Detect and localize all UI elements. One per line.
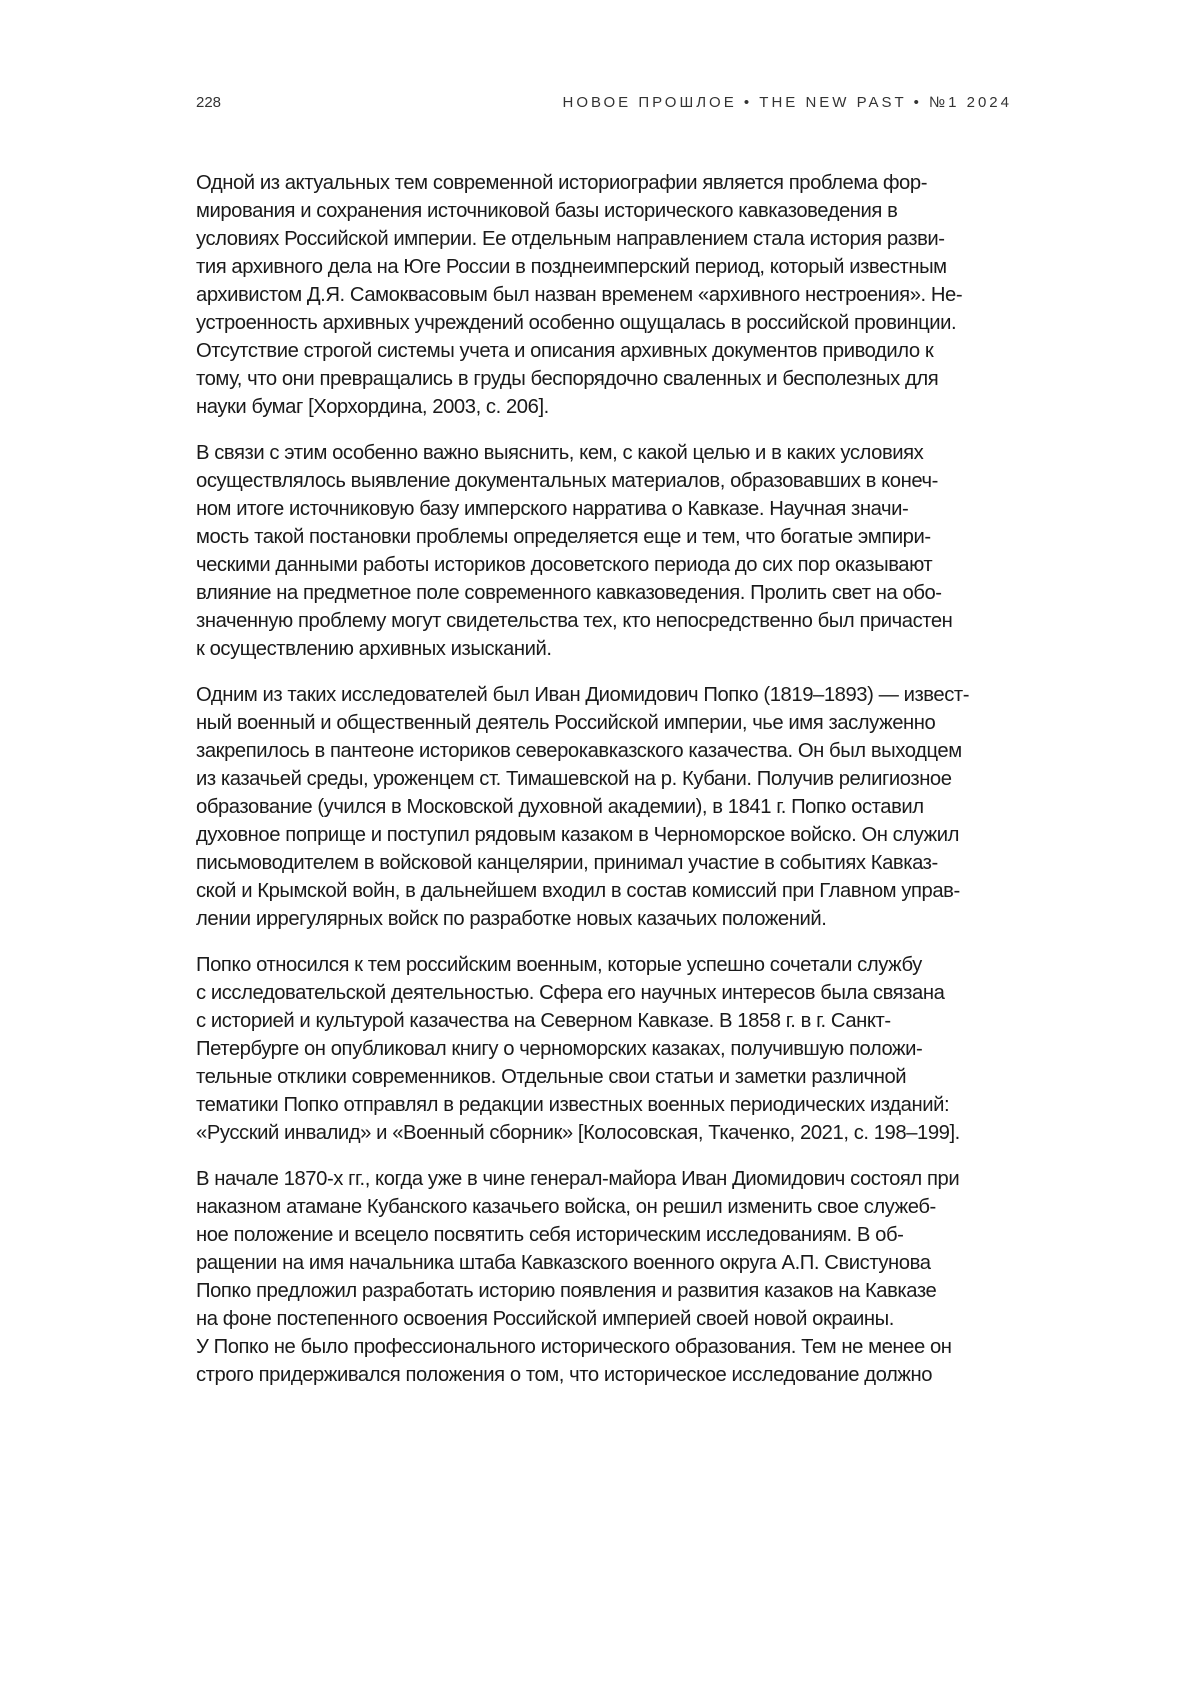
text-line: Одним из таких исследователей был Иван Диомидович Попко (1819–1893) — извест- — [196, 681, 1016, 709]
text-line: ное положение и всецело посвятить себя историческим исследованиям. В об- — [196, 1221, 1016, 1249]
text-line: строго придерживался положения о том, что историческое исследование должно — [196, 1361, 1016, 1389]
text-line: из казачьей среды, уроженцем ст. Тимашевской на р. Кубани. Получив религиозное — [196, 765, 1016, 793]
text-line: осуществлялось выявление документальных материалов, образовавших в конеч- — [196, 467, 1016, 495]
text-line: ческими данными работы историков досоветского периода до сих пор оказывают — [196, 551, 1016, 579]
page-number: 228 — [196, 94, 221, 111]
text-line: значенную проблему могут свидетельства тех, кто непосредственно был причастен — [196, 607, 1016, 635]
text-line: архивистом Д.Я. Самоквасовым был назван временем «архивного нестроения». Не- — [196, 281, 1016, 309]
text-line: Попко относился к тем российским военным, которые успешно сочетали службу — [196, 951, 1016, 979]
text-line: ный военный и общественный деятель Российской империи, чье имя заслуженно — [196, 709, 1016, 737]
paragraph — [196, 439, 1026, 663]
text-line: тематики Попко отправлял в редакции известных военных периодических изданий: — [196, 1091, 1016, 1119]
text-line: мость такой постановки проблемы определяется еще и тем, что богатые эмпири- — [196, 523, 1016, 551]
paragraph — [196, 681, 1026, 933]
text-line: к осуществлению архивных изысканий. — [196, 635, 1016, 663]
text-line: тельные отклики современников. Отдельные свои статьи и заметки различной — [196, 1063, 1016, 1091]
text-line: с исследовательской деятельностью. Сфера его научных интересов была связана — [196, 979, 1016, 1007]
text-line: устроенность архивных учреждений особенно ощущалась в российской провинции. — [196, 309, 1016, 337]
text-line: духовное поприще и поступил рядовым казаком в Черноморское войско. Он служил — [196, 821, 1016, 849]
text-line: Отсутствие строгой системы учета и описания архивных документов приводило к — [196, 337, 1016, 365]
paragraph — [196, 169, 1026, 421]
text-line: «Русский инвалид» и «Военный сборник» [Колосовская, Ткаченко, 2021, с. 198–199]. — [196, 1119, 1016, 1147]
text-line: науки бумаг [Хорхордина, 2003, с. 206]. — [196, 393, 1016, 421]
text-line: тому, что они превращались в груды беспорядочно сваленных и бесполезных для — [196, 365, 1016, 393]
text-line: В связи с этим особенно важно выяснить, кем, с какой целью и в каких условиях — [196, 439, 1016, 467]
paragraph — [196, 951, 1026, 1147]
text-line: закрепилось в пантеоне историков северокавказского казачества. Он был выходцем — [196, 737, 1016, 765]
text-line: образование (учился в Московской духовной академии), в 1841 г. Попко оставил — [196, 793, 1016, 821]
text-line: наказном атамане Кубанского казачьего войска, он решил изменить свое служеб- — [196, 1193, 1016, 1221]
text-line: ской и Крымской войн, в дальнейшем входил в состав комиссий при Главном управ- — [196, 877, 1016, 905]
text-line: с историей и культурой казачества на Северном Кавказе. В 1858 г. в г. Санкт- — [196, 1007, 1016, 1035]
article-body — [196, 169, 1026, 1407]
text-line: ном итоге источниковую базу имперского нарратива о Кавказе. Научная значи- — [196, 495, 1016, 523]
text-line: ращении на имя начальника штаба Кавказского военного округа А.П. Свистунова — [196, 1249, 1016, 1277]
paragraph — [196, 1165, 1026, 1389]
text-line: лении иррегулярных войск по разработке новых казачьих положений. — [196, 905, 1016, 933]
text-line: влияние на предметное поле современного кавказоведения. Пролить свет на обо- — [196, 579, 1016, 607]
text-line: письмоводителем в войсковой канцелярии, принимал участие в событиях Кавказ- — [196, 849, 1016, 877]
text-line: Попко предложил разработать историю появления и развития казаков на Кавказе — [196, 1277, 1016, 1305]
text-line: В начале 1870-х гг., когда уже в чине генерал-майора Иван Диомидович состоял при — [196, 1165, 1016, 1193]
text-line: мирования и сохранения источниковой базы исторического кавказоведения в — [196, 197, 1016, 225]
running-header: НОВОЕ ПРОШЛОЕ • THE NEW PAST • №1 2024 — [562, 94, 1012, 111]
text-line: У Попко не было профессионального исторического образования. Тем не менее он — [196, 1333, 1016, 1361]
text-line: Одной из актуальных тем современной историографии является проблема фор- — [196, 169, 1016, 197]
text-line: на фоне постепенного освоения Российской империей своей новой окраины. — [196, 1305, 1016, 1333]
text-line: Петербурге он опубликовал книгу о черноморских казаках, получившую положи- — [196, 1035, 1016, 1063]
text-line: тия архивного дела на Юге России в позднеимперский период, который известным — [196, 253, 1016, 281]
text-line: условиях Российской империи. Ее отдельным направлением стала история разви- — [196, 225, 1016, 253]
